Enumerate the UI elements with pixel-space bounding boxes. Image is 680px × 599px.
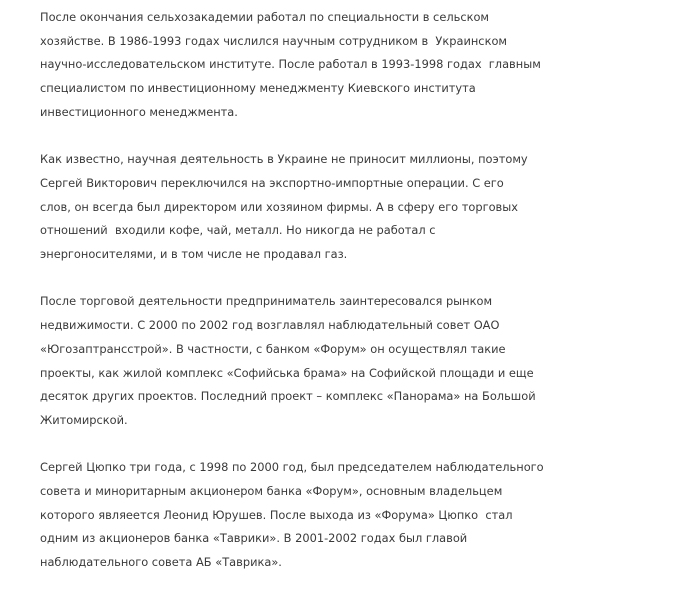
text-line: отношений входили кофе, чай, металл. Но никогда не работал с — [40, 223, 436, 238]
paragraph-trade — [40, 148, 680, 267]
text-line: которого являеется Леонид Юрушев. После выхода из «Форума» Цюпко стал — [40, 507, 513, 522]
paragraph-bank — [40, 456, 680, 575]
text-line: хозяйстве. В 1986-1993 годах числился научным сотрудником в Украинском — [40, 33, 508, 48]
text-line: совета и миноритарным акционером банка «Форум», основным владельцем — [40, 484, 503, 499]
paragraph-real-estate — [40, 290, 680, 432]
text-line: Житомирской. — [40, 412, 128, 427]
text-line: инвестиционного менеджмента. — [40, 104, 238, 119]
text-line: научно-исследовательском институте. После работал в 1993-1998 годах главным — [40, 57, 541, 72]
text-line: «Югозаптрансстрой». В частности, с банком «Форум» он осуществлял такие — [40, 341, 506, 356]
text-line: Сергей Цюпко три года, с 1998 по 2000 год, был председателем наблюдательного — [40, 460, 544, 475]
text-line: недвижимости. С 2000 по 2002 год возглавлял наблюдательный совет ОАО — [40, 318, 500, 333]
text-line: проекты, как жилой комплекс «Софийська брама» на Софийской площади и еще — [40, 365, 534, 380]
text-line: наблюдательного совета АБ «Таврика». — [40, 555, 282, 570]
article-body — [40, 6, 680, 599]
text-line: После торговой деятельности предприниматель заинтересовался рынком — [40, 294, 493, 309]
text-line: После окончания сельхозакадемии работал по специальности в сельском — [40, 10, 490, 24]
text-line: Как известно, научная деятельность в Украине не приносит миллионы, поэтому — [40, 152, 528, 167]
text-line: десяток других проектов. Последний проект – комплекс «Панорама» на Большой — [40, 389, 536, 404]
text-line: одним из акционеров банка «Таврики». В 2001-2002 годах был главой — [40, 531, 468, 546]
paragraph-education — [40, 6, 680, 125]
text-line: энергоносителями, и в том числе не продавал газ. — [40, 247, 348, 262]
text-line: Сергей Викторович переключился на экспортно-импортные операции. С его — [40, 175, 504, 190]
text-line: специалистом по инвестиционному менеджменту Киевского института — [40, 81, 476, 96]
text-line: слов, он всегда был директором или хозяином фирмы. А в сферу его торговых — [40, 199, 519, 214]
